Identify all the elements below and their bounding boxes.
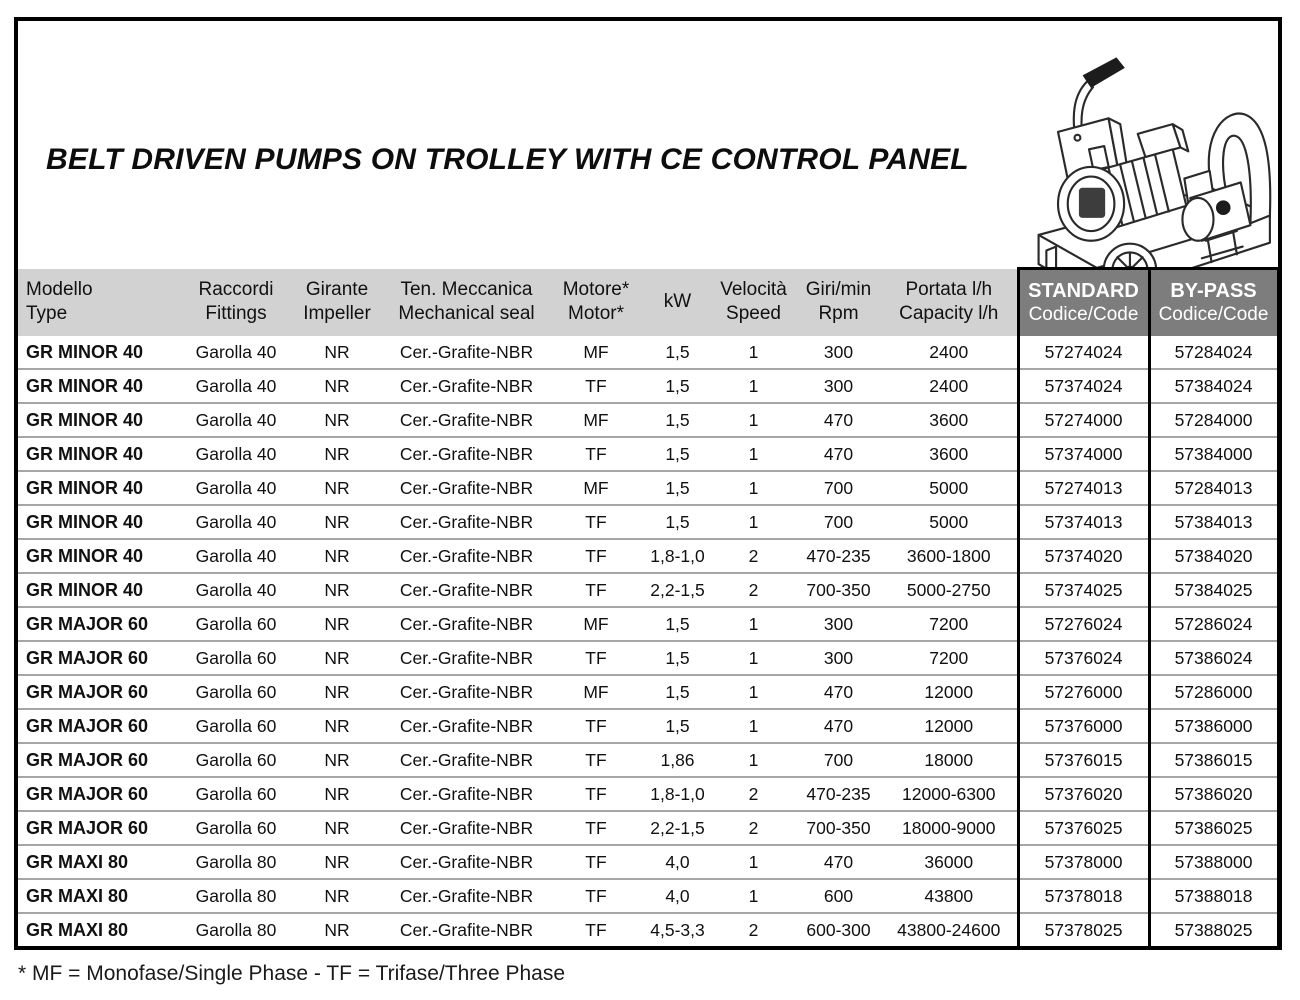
cell-velocit-: 1 [711, 845, 796, 879]
cell-kw: 2,2-1,5 [644, 573, 711, 607]
cell-by-pass: 57386025 [1149, 811, 1278, 845]
header-cell-standard: STANDARD Codice/Code [1018, 269, 1149, 337]
table-body [18, 336, 1278, 946]
cell-raccordi: Garolla 60 [183, 743, 289, 777]
cell-raccordi: Garolla 40 [183, 505, 289, 539]
cell-ten-meccanica: Cer.-Grafite-NBR [385, 573, 548, 607]
table-row [18, 777, 1278, 811]
cell-by-pass: 57284024 [1149, 336, 1278, 369]
cell-motore-: MF [548, 403, 644, 437]
cell-modello: GR MINOR 40 [18, 437, 183, 471]
cell-standard: 57374013 [1018, 505, 1149, 539]
cell-portata-l-h: 2400 [881, 369, 1018, 403]
cell-velocit-: 1 [711, 743, 796, 777]
cell-ten-meccanica: Cer.-Grafite-NBR [385, 743, 548, 777]
cell-velocit-: 2 [711, 913, 796, 946]
cell-modello: GR MAJOR 60 [18, 811, 183, 845]
cell-by-pass: 57384013 [1149, 505, 1278, 539]
cell-standard: 57378025 [1018, 913, 1149, 946]
cell-motore-: TF [548, 879, 644, 913]
cell-by-pass: 57386015 [1149, 743, 1278, 777]
cell-girante: NR [289, 437, 385, 471]
cell-motore-: TF [548, 913, 644, 946]
header-cell-ten-meccanica: Ten. Meccanica Mechanical seal [385, 269, 548, 337]
cell-girante: NR [289, 573, 385, 607]
cell-portata-l-h: 43800-24600 [881, 913, 1018, 946]
table-row [18, 607, 1278, 641]
cell-modello: GR MINOR 40 [18, 369, 183, 403]
cell-kw: 1,8-1,0 [644, 777, 711, 811]
cell-raccordi: Garolla 60 [183, 777, 289, 811]
cell-by-pass: 57386000 [1149, 709, 1278, 743]
cell-motore-: MF [548, 607, 644, 641]
cell-modello: GR MINOR 40 [18, 336, 183, 369]
cell-by-pass: 57384020 [1149, 539, 1278, 573]
cell-motore-: TF [548, 641, 644, 675]
cell-kw: 1,5 [644, 607, 711, 641]
cell-velocit-: 1 [711, 675, 796, 709]
table-row [18, 743, 1278, 777]
cell-velocit-: 1 [711, 607, 796, 641]
cell-ten-meccanica: Cer.-Grafite-NBR [385, 437, 548, 471]
cell-raccordi: Garolla 80 [183, 913, 289, 946]
header-cell-velocit-: Velocità Speed [711, 269, 796, 337]
cell-ten-meccanica: Cer.-Grafite-NBR [385, 675, 548, 709]
cell-standard: 57276000 [1018, 675, 1149, 709]
table-row [18, 573, 1278, 607]
cell-portata-l-h: 12000 [881, 675, 1018, 709]
cell-standard: 57276024 [1018, 607, 1149, 641]
cell-giri-min: 700 [796, 471, 881, 505]
cell-portata-l-h: 12000 [881, 709, 1018, 743]
cell-by-pass: 57284013 [1149, 471, 1278, 505]
cell-velocit-: 1 [711, 505, 796, 539]
cell-raccordi: Garolla 60 [183, 607, 289, 641]
table-row [18, 437, 1278, 471]
cell-kw: 1,5 [644, 403, 711, 437]
table-row [18, 403, 1278, 437]
cell-modello: GR MAXI 80 [18, 845, 183, 879]
cell-modello: GR MAJOR 60 [18, 675, 183, 709]
cell-portata-l-h: 18000-9000 [881, 811, 1018, 845]
cell-modello: GR MAJOR 60 [18, 641, 183, 675]
cell-giri-min: 600 [796, 879, 881, 913]
header-cell-portata-l-h: Portata l/h Capacity l/h [881, 269, 1018, 337]
cell-giri-min: 470 [796, 403, 881, 437]
cell-by-pass: 57384024 [1149, 369, 1278, 403]
cell-standard: 57274000 [1018, 403, 1149, 437]
cell-velocit-: 1 [711, 437, 796, 471]
cell-velocit-: 1 [711, 709, 796, 743]
cell-raccordi: Garolla 60 [183, 811, 289, 845]
cell-ten-meccanica: Cer.-Grafite-NBR [385, 641, 548, 675]
cell-motore-: TF [548, 539, 644, 573]
table-row [18, 879, 1278, 913]
cell-portata-l-h: 7200 [881, 607, 1018, 641]
cell-modello: GR MINOR 40 [18, 573, 183, 607]
cell-girante: NR [289, 879, 385, 913]
cell-by-pass: 57388018 [1149, 879, 1278, 913]
cell-portata-l-h: 36000 [881, 845, 1018, 879]
cell-velocit-: 2 [711, 811, 796, 845]
cell-raccordi: Garolla 40 [183, 336, 289, 369]
cell-by-pass: 57388000 [1149, 845, 1278, 879]
header-cell-modello: Modello Type [18, 269, 183, 337]
table-row [18, 845, 1278, 879]
cell-ten-meccanica: Cer.-Grafite-NBR [385, 913, 548, 946]
header-cell-girante: Girante Impeller [289, 269, 385, 337]
cell-ten-meccanica: Cer.-Grafite-NBR [385, 369, 548, 403]
cell-portata-l-h: 43800 [881, 879, 1018, 913]
cell-raccordi: Garolla 40 [183, 573, 289, 607]
header-cell-raccordi: Raccordi Fittings [183, 269, 289, 337]
cell-raccordi: Garolla 80 [183, 879, 289, 913]
cell-modello: GR MAXI 80 [18, 879, 183, 913]
cell-velocit-: 1 [711, 641, 796, 675]
cell-standard: 57378018 [1018, 879, 1149, 913]
cell-kw: 1,5 [644, 675, 711, 709]
cell-kw: 1,5 [644, 336, 711, 369]
table-row [18, 913, 1278, 946]
cell-raccordi: Garolla 40 [183, 437, 289, 471]
cell-raccordi: Garolla 60 [183, 641, 289, 675]
cell-modello: GR MAXI 80 [18, 913, 183, 946]
cell-giri-min: 700-350 [796, 811, 881, 845]
cell-ten-meccanica: Cer.-Grafite-NBR [385, 505, 548, 539]
cell-modello: GR MINOR 40 [18, 539, 183, 573]
cell-kw: 4,0 [644, 879, 711, 913]
cell-portata-l-h: 3600 [881, 437, 1018, 471]
cell-kw: 2,2-1,5 [644, 811, 711, 845]
cell-raccordi: Garolla 60 [183, 675, 289, 709]
cell-kw: 1,5 [644, 471, 711, 505]
cell-girante: NR [289, 336, 385, 369]
footnote: * MF = Monofase/Single Phase - TF = Trifase/Three Phase [18, 962, 566, 985]
page-frame [14, 17, 1282, 950]
cell-standard: 57374025 [1018, 573, 1149, 607]
cell-motore-: TF [548, 845, 644, 879]
cell-standard: 57274024 [1018, 336, 1149, 369]
cell-kw: 1,5 [644, 709, 711, 743]
cell-giri-min: 470-235 [796, 539, 881, 573]
cell-kw: 1,86 [644, 743, 711, 777]
table-row [18, 471, 1278, 505]
cell-portata-l-h: 5000 [881, 471, 1018, 505]
cell-ten-meccanica: Cer.-Grafite-NBR [385, 777, 548, 811]
cell-ten-meccanica: Cer.-Grafite-NBR [385, 336, 548, 369]
cell-girante: NR [289, 675, 385, 709]
table-row [18, 369, 1278, 403]
cell-velocit-: 2 [711, 573, 796, 607]
spec-table [18, 267, 1280, 946]
cell-girante: NR [289, 403, 385, 437]
cell-standard: 57376015 [1018, 743, 1149, 777]
cell-giri-min: 600-300 [796, 913, 881, 946]
cell-ten-meccanica: Cer.-Grafite-NBR [385, 709, 548, 743]
cell-modello: GR MAJOR 60 [18, 743, 183, 777]
cell-motore-: MF [548, 675, 644, 709]
cell-girante: NR [289, 777, 385, 811]
cell-ten-meccanica: Cer.-Grafite-NBR [385, 879, 548, 913]
cell-velocit-: 1 [711, 336, 796, 369]
cell-kw: 4,5-3,3 [644, 913, 711, 946]
cell-giri-min: 300 [796, 336, 881, 369]
table-row [18, 336, 1278, 369]
cell-by-pass: 57286024 [1149, 607, 1278, 641]
cell-girante: NR [289, 471, 385, 505]
cell-by-pass: 57286000 [1149, 675, 1278, 709]
cell-giri-min: 470 [796, 437, 881, 471]
cell-ten-meccanica: Cer.-Grafite-NBR [385, 539, 548, 573]
cell-giri-min: 700 [796, 505, 881, 539]
cell-motore-: MF [548, 336, 644, 369]
cell-kw: 1,5 [644, 505, 711, 539]
cell-portata-l-h: 5000-2750 [881, 573, 1018, 607]
cell-by-pass: 57388025 [1149, 913, 1278, 946]
cell-girante: NR [289, 505, 385, 539]
cell-portata-l-h: 3600 [881, 403, 1018, 437]
cell-velocit-: 1 [711, 471, 796, 505]
cell-ten-meccanica: Cer.-Grafite-NBR [385, 811, 548, 845]
cell-raccordi: Garolla 40 [183, 539, 289, 573]
table-row [18, 505, 1278, 539]
cell-girante: NR [289, 369, 385, 403]
cell-giri-min: 300 [796, 607, 881, 641]
cell-modello: GR MAJOR 60 [18, 709, 183, 743]
cell-motore-: TF [548, 437, 644, 471]
cell-girante: NR [289, 913, 385, 946]
cell-giri-min: 470 [796, 709, 881, 743]
cell-velocit-: 1 [711, 403, 796, 437]
cell-kw: 1,5 [644, 437, 711, 471]
cell-girante: NR [289, 709, 385, 743]
cell-by-pass: 57384000 [1149, 437, 1278, 471]
cell-motore-: TF [548, 573, 644, 607]
header-cell-kw: kW [644, 269, 711, 337]
cell-portata-l-h: 7200 [881, 641, 1018, 675]
cell-velocit-: 2 [711, 539, 796, 573]
cell-by-pass: 57284000 [1149, 403, 1278, 437]
cell-giri-min: 470-235 [796, 777, 881, 811]
cell-motore-: TF [548, 369, 644, 403]
cell-portata-l-h: 2400 [881, 336, 1018, 369]
cell-motore-: TF [548, 709, 644, 743]
cell-modello: GR MAJOR 60 [18, 777, 183, 811]
table-row [18, 709, 1278, 743]
cell-modello: GR MINOR 40 [18, 403, 183, 437]
cell-modello: GR MINOR 40 [18, 505, 183, 539]
cell-by-pass: 57386024 [1149, 641, 1278, 675]
cell-kw: 1,5 [644, 641, 711, 675]
cell-raccordi: Garolla 40 [183, 403, 289, 437]
cell-raccordi: Garolla 60 [183, 709, 289, 743]
cell-portata-l-h: 3600-1800 [881, 539, 1018, 573]
header-cell-giri-min: Giri/min Rpm [796, 269, 881, 337]
table-row [18, 641, 1278, 675]
cell-raccordi: Garolla 40 [183, 471, 289, 505]
table-row [18, 539, 1278, 573]
pump-trolley-illustration [982, 25, 1274, 301]
cell-giri-min: 700 [796, 743, 881, 777]
cell-standard: 57376000 [1018, 709, 1149, 743]
cell-ten-meccanica: Cer.-Grafite-NBR [385, 845, 548, 879]
cell-kw: 4,0 [644, 845, 711, 879]
cell-giri-min: 300 [796, 369, 881, 403]
cell-kw: 1,8-1,0 [644, 539, 711, 573]
cell-raccordi: Garolla 80 [183, 845, 289, 879]
cell-girante: NR [289, 607, 385, 641]
cell-ten-meccanica: Cer.-Grafite-NBR [385, 403, 548, 437]
cell-giri-min: 300 [796, 641, 881, 675]
cell-motore-: MF [548, 471, 644, 505]
cell-velocit-: 1 [711, 369, 796, 403]
table-row [18, 811, 1278, 845]
page-title: BELT DRIVEN PUMPS ON TROLLEY WITH CE CONTROL PANEL [46, 143, 969, 176]
cell-standard: 57378000 [1018, 845, 1149, 879]
cell-standard: 57376020 [1018, 777, 1149, 811]
cell-standard: 57374020 [1018, 539, 1149, 573]
cell-by-pass: 57386020 [1149, 777, 1278, 811]
cell-ten-meccanica: Cer.-Grafite-NBR [385, 471, 548, 505]
cell-portata-l-h: 5000 [881, 505, 1018, 539]
header-cell-by-pass: BY-PASS Codice/Code [1149, 269, 1278, 337]
cell-velocit-: 1 [711, 879, 796, 913]
cell-velocit-: 2 [711, 777, 796, 811]
cell-girante: NR [289, 811, 385, 845]
table-header-row [18, 269, 1278, 337]
cell-standard: 57374024 [1018, 369, 1149, 403]
cell-motore-: TF [548, 777, 644, 811]
cell-standard: 57374000 [1018, 437, 1149, 471]
cell-motore-: TF [548, 811, 644, 845]
cell-ten-meccanica: Cer.-Grafite-NBR [385, 607, 548, 641]
cell-girante: NR [289, 743, 385, 777]
cell-raccordi: Garolla 40 [183, 369, 289, 403]
cell-girante: NR [289, 641, 385, 675]
cell-giri-min: 700-350 [796, 573, 881, 607]
cell-standard: 57376024 [1018, 641, 1149, 675]
table-row [18, 675, 1278, 709]
cell-kw: 1,5 [644, 369, 711, 403]
cell-modello: GR MINOR 40 [18, 471, 183, 505]
cell-giri-min: 470 [796, 675, 881, 709]
cell-motore-: TF [548, 505, 644, 539]
cell-standard: 57274013 [1018, 471, 1149, 505]
cell-modello: GR MAJOR 60 [18, 607, 183, 641]
cell-portata-l-h: 18000 [881, 743, 1018, 777]
cell-girante: NR [289, 845, 385, 879]
cell-by-pass: 57384025 [1149, 573, 1278, 607]
header-cell-motore-: Motore* Motor* [548, 269, 644, 337]
cell-girante: NR [289, 539, 385, 573]
cell-standard: 57376025 [1018, 811, 1149, 845]
cell-giri-min: 470 [796, 845, 881, 879]
cell-portata-l-h: 12000-6300 [881, 777, 1018, 811]
cell-motore-: TF [548, 743, 644, 777]
